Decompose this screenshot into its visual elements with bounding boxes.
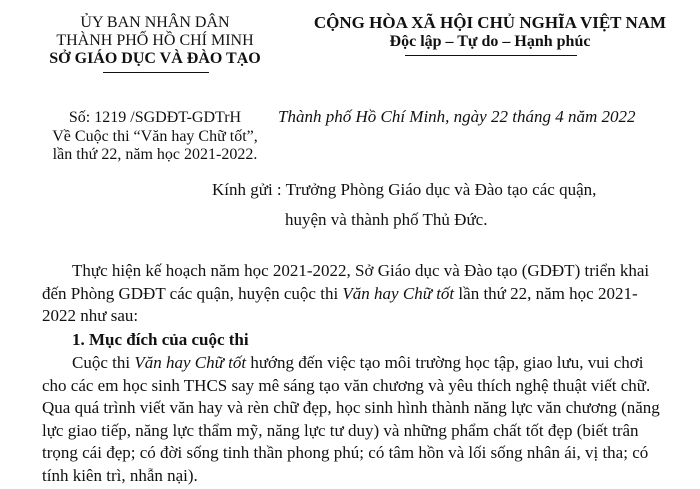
section-1-paragraph xyxy=(42,352,658,488)
subject-line-2: lần thứ 22, năm học 2021-2022. xyxy=(52,146,258,163)
motto-underline xyxy=(405,55,577,56)
contest-name: Văn hay Chữ tốt xyxy=(134,353,247,372)
intro-line-2-text: đến Phòng GDĐT các quận, huyện cuộc thi xyxy=(42,283,343,303)
section-1-heading: 1. Mục đích của cuộc thi xyxy=(72,330,249,349)
section-1-line-1-tail: hướng đến việc tạo môi trường học tập, giao lưu, vui chơi xyxy=(246,353,644,372)
section-1-line-4: lực giao tiếp, năng lực thẩm mỹ, năng lực tư duy) và những phẩm chất tốt đẹp (biết trân xyxy=(42,420,639,440)
issuer-line-2: THÀNH PHỐ HỒ CHÍ MINH xyxy=(56,32,254,49)
section-1-line-2: cho các em học sinh THCS say mê sáng tạo văn chương và yêu thích nghệ thuật viết chữ. xyxy=(42,375,651,395)
intro-line-1: Thực hiện kế hoạch năm học 2021-2022, Sở Giáo dục và Đào tạo (GDĐT) triển khai xyxy=(72,261,650,280)
national-motto: Độc lập – Tự do – Hạnh phúc xyxy=(389,33,591,50)
place-date: Thành phố Hồ Chí Minh, ngày 22 tháng 4 năm 2022 xyxy=(278,107,636,126)
intro-paragraph xyxy=(42,260,658,328)
recipient-line-1: Kính gửi : Trưởng Phòng Giáo dục và Đào tạo các quận, xyxy=(212,180,597,199)
section-1-line-3: Qua quá trình viết văn hay và rèn chữ đẹp, học sinh hình thành năng lực văn chương (năng xyxy=(42,398,660,418)
section-1-line-5: trọng cái đẹp; có đời sống tinh thần phong phú; có tâm hồn và lối sống nhân ái, vị tha; có xyxy=(42,443,649,463)
document-number: Số: 1219 /SGDĐT-GDTrH xyxy=(68,109,242,126)
intro-line-2-tail: lần thứ 22, năm học 2021- xyxy=(454,283,638,303)
issuer-underline xyxy=(103,72,209,73)
intro-line-3: 2022 như sau: xyxy=(42,306,139,326)
subject-line-1: Về Cuộc thi “Văn hay Chữ tốt”, xyxy=(52,128,258,145)
intro-line-2 xyxy=(42,283,658,306)
section-1-line-1-text: Cuộc thi xyxy=(72,353,135,372)
issuer-line-1: ỦY BAN NHÂN DÂN xyxy=(80,14,230,31)
contest-name: Văn hay Chữ tốt xyxy=(342,283,455,303)
national-title: CỘNG HÒA XÃ HỘI CHỦ NGHĨA VIỆT NAM xyxy=(313,13,667,32)
section-1-line-1 xyxy=(42,352,658,375)
section-1-line-6: tính kiên trì, nhẫn nại). xyxy=(42,465,198,485)
issuer-department: SỞ GIÁO DỤC VÀ ĐÀO TẠO xyxy=(49,50,261,67)
recipient-line-2: huyện và thành phố Thủ Đức. xyxy=(285,210,488,229)
